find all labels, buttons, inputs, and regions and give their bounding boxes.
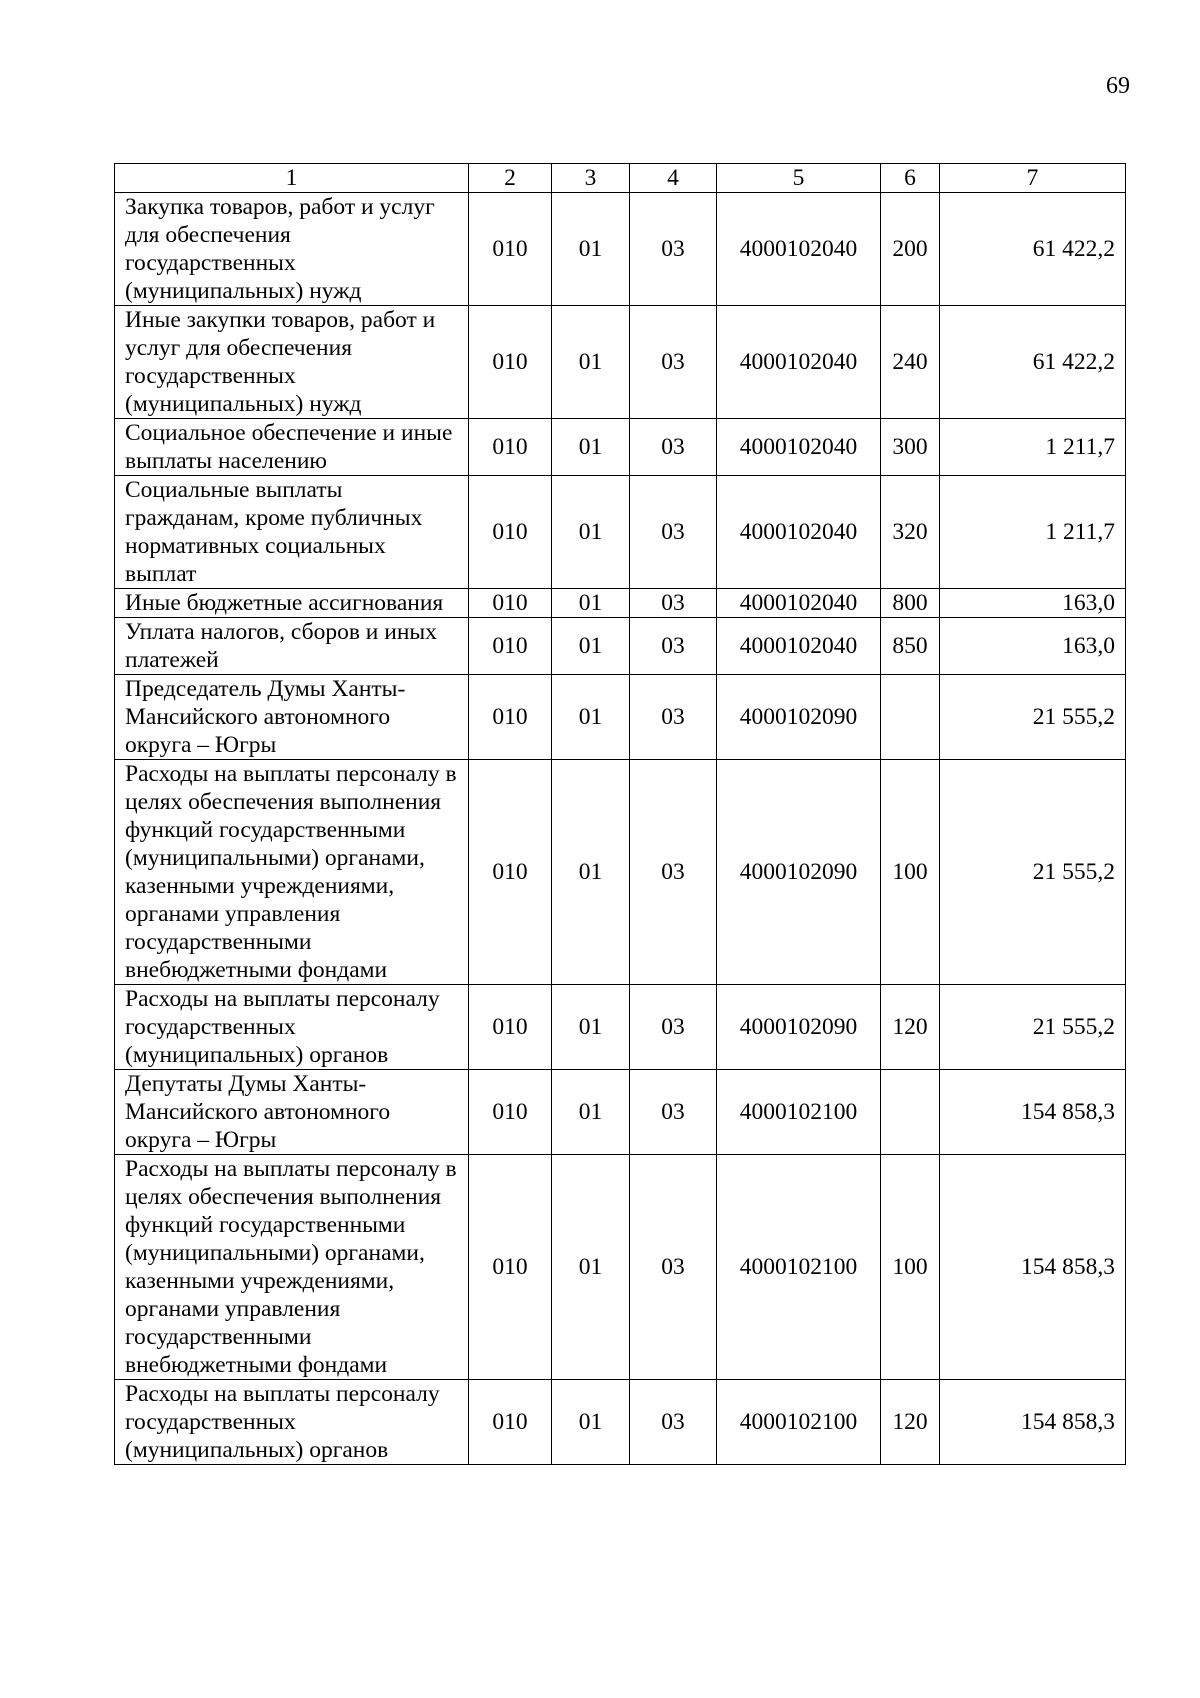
subsection-code: 03 (630, 675, 717, 760)
table-row (115, 589, 1126, 618)
item-name: Расходы на выплаты персоналу в целях обеспечения выполнения функций государственными (муниципальными) органами, казенными учреждениями, органами управления государственными внебюджетными фондами (115, 1155, 469, 1380)
table-row (115, 1380, 1126, 1465)
amount: 21 555,2 (940, 985, 1126, 1070)
section-code: 01 (552, 760, 630, 985)
ministry-code: 010 (469, 1380, 552, 1465)
subsection-code: 03 (630, 476, 717, 589)
target-article-code: 4000102040 (717, 618, 881, 675)
amount: 163,0 (940, 618, 1126, 675)
table-row (115, 476, 1126, 589)
header-cell: 3 (552, 164, 630, 193)
budget-table (114, 163, 1126, 1465)
subsection-code: 03 (630, 306, 717, 419)
ministry-code: 010 (469, 760, 552, 985)
target-article-code: 4000102100 (717, 1070, 881, 1155)
item-name: Расходы на выплаты персоналу государственных (муниципальных) органов (115, 1380, 469, 1465)
item-name: Расходы на выплаты персоналу в целях обеспечения выполнения функций государственными (муниципальными) органами, казенными учреждениями, органами управления государственными внебюджетными фондами (115, 760, 469, 985)
expense-type-code: 120 (881, 1380, 940, 1465)
table-header (115, 164, 1126, 193)
target-article-code: 4000102040 (717, 193, 881, 306)
expense-type-code: 120 (881, 985, 940, 1070)
ministry-code: 010 (469, 193, 552, 306)
subsection-code: 03 (630, 760, 717, 985)
amount: 154 858,3 (940, 1380, 1126, 1465)
subsection-code: 03 (630, 985, 717, 1070)
section-code: 01 (552, 589, 630, 618)
item-name: Иные закупки товаров, работ и услуг для обеспечения государственных (муниципальных) нужд (115, 306, 469, 419)
amount: 21 555,2 (940, 675, 1126, 760)
target-article-code: 4000102100 (717, 1380, 881, 1465)
amount: 154 858,3 (940, 1070, 1126, 1155)
amount: 1 211,7 (940, 419, 1126, 476)
section-code: 01 (552, 1380, 630, 1465)
subsection-code: 03 (630, 1380, 717, 1465)
expense-type-code: 100 (881, 1155, 940, 1380)
expense-type-code: 320 (881, 476, 940, 589)
table-row (115, 985, 1126, 1070)
header-row (115, 164, 1126, 193)
ministry-code: 010 (469, 306, 552, 419)
header-cell: 2 (469, 164, 552, 193)
amount: 21 555,2 (940, 760, 1126, 985)
section-code: 01 (552, 675, 630, 760)
table-row (115, 675, 1126, 760)
amount: 163,0 (940, 589, 1126, 618)
section-code: 01 (552, 1155, 630, 1380)
section-code: 01 (552, 985, 630, 1070)
item-name: Расходы на выплаты персоналу государственных (муниципальных) органов (115, 985, 469, 1070)
table-row (115, 760, 1126, 985)
subsection-code: 03 (630, 1070, 717, 1155)
ministry-code: 010 (469, 1155, 552, 1380)
table-body (115, 193, 1126, 1465)
item-name: Депутаты Думы Ханты-Мансийского автономного округа – Югры (115, 1070, 469, 1155)
ministry-code: 010 (469, 675, 552, 760)
header-cell: 1 (115, 164, 469, 193)
subsection-code: 03 (630, 589, 717, 618)
table-row (115, 419, 1126, 476)
target-article-code: 4000102090 (717, 760, 881, 985)
amount: 154 858,3 (940, 1155, 1126, 1380)
table-row (115, 193, 1126, 306)
item-name: Социальное обеспечение и иные выплаты населению (115, 419, 469, 476)
section-code: 01 (552, 193, 630, 306)
subsection-code: 03 (630, 193, 717, 306)
table-row (115, 618, 1126, 675)
expense-type-code (881, 1070, 940, 1155)
ministry-code: 010 (469, 476, 552, 589)
target-article-code: 4000102040 (717, 306, 881, 419)
header-cell: 4 (630, 164, 717, 193)
header-cell: 5 (717, 164, 881, 193)
item-name: Уплата налогов, сборов и иных платежей (115, 618, 469, 675)
header-cell: 6 (881, 164, 940, 193)
expense-type-code (881, 675, 940, 760)
section-code: 01 (552, 1070, 630, 1155)
table-row (115, 1155, 1126, 1380)
ministry-code: 010 (469, 419, 552, 476)
expense-type-code: 300 (881, 419, 940, 476)
ministry-code: 010 (469, 1070, 552, 1155)
section-code: 01 (552, 618, 630, 675)
item-name: Социальные выплаты гражданам, кроме публичных нормативных социальных выплат (115, 476, 469, 589)
item-name: Закупка товаров, работ и услуг для обеспечения государственных (муниципальных) нужд (115, 193, 469, 306)
expense-type-code: 100 (881, 760, 940, 985)
item-name: Председатель Думы Ханты-Мансийского автономного округа – Югры (115, 675, 469, 760)
ministry-code: 010 (469, 985, 552, 1070)
amount: 61 422,2 (940, 193, 1126, 306)
section-code: 01 (552, 306, 630, 419)
amount: 1 211,7 (940, 476, 1126, 589)
subsection-code: 03 (630, 618, 717, 675)
subsection-code: 03 (630, 1155, 717, 1380)
item-name: Иные бюджетные ассигнования (115, 589, 469, 618)
header-cell: 7 (940, 164, 1126, 193)
target-article-code: 4000102100 (717, 1155, 881, 1380)
section-code: 01 (552, 476, 630, 589)
target-article-code: 4000102090 (717, 985, 881, 1070)
expense-type-code: 240 (881, 306, 940, 419)
expense-type-code: 200 (881, 193, 940, 306)
ministry-code: 010 (469, 589, 552, 618)
target-article-code: 4000102040 (717, 589, 881, 618)
section-code: 01 (552, 419, 630, 476)
subsection-code: 03 (630, 419, 717, 476)
table-row (115, 306, 1126, 419)
expense-type-code: 850 (881, 618, 940, 675)
amount: 61 422,2 (940, 306, 1126, 419)
target-article-code: 4000102040 (717, 419, 881, 476)
page-number: 69 (1106, 73, 1130, 99)
table-row (115, 1070, 1126, 1155)
target-article-code: 4000102040 (717, 476, 881, 589)
expense-type-code: 800 (881, 589, 940, 618)
target-article-code: 4000102090 (717, 675, 881, 760)
ministry-code: 010 (469, 618, 552, 675)
